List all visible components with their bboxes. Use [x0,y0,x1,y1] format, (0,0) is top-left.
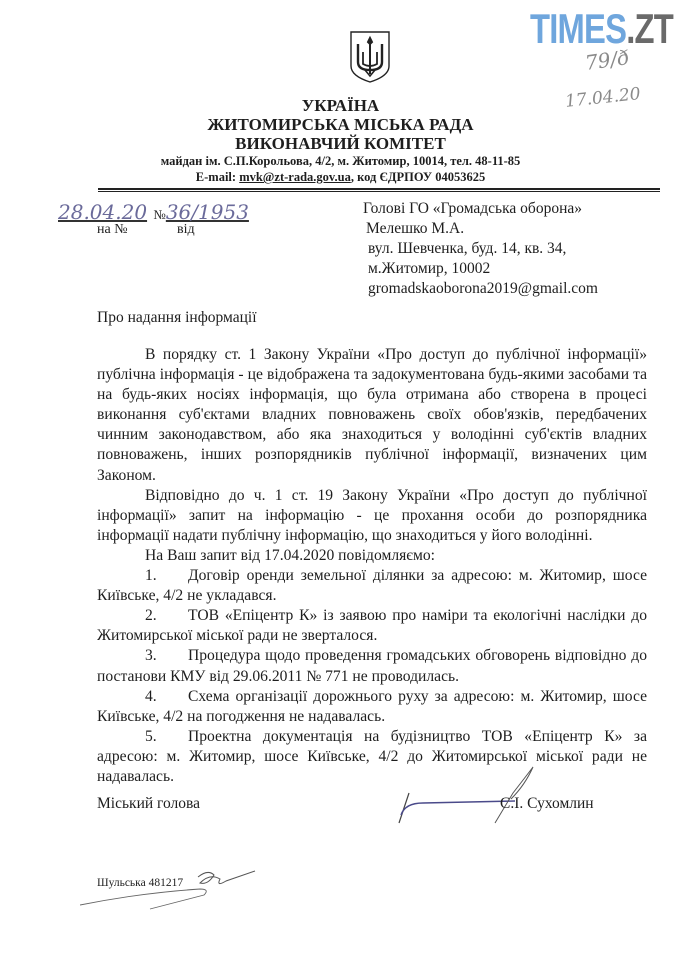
from-label: від [177,222,195,237]
letter-subject: Про надання інформації [97,309,257,326]
watermark-part2: .ZT [626,5,673,52]
list-item-number: 4. [145,687,157,705]
letter-body [97,345,647,787]
header-committee: ВИКОНАВЧИЙ КОМІТЕТ [235,134,446,153]
signatory-name: С.І. Сухомлин [500,795,594,812]
body-paragraph: В порядку ст. 1 Закону України «Про доступ до публічної інформації» публічна інформація - це відображена та задокументована будь-якими засобами та на будь-яких носіях інформація, що була отримана або створена в процесі виконання суб'єктами владних повноважень своїх обов'язків, передбачених чинним законодавством, або яка знаходиться у володінні суб'єктів владних повноважень, інших розпорядників публічної інформації, визначених цим Законом. [97,346,647,484]
list-item-number: 3. [145,647,157,665]
list-item [97,727,647,787]
list-item-text: ТОВ «Епіцентр К» із заявою про наміри та екологічні наслідки до Житомирської міської ради не зверталося. [97,607,647,645]
email-label: E-mail: [195,170,240,184]
edrpou-code: , код ЄДРПОУ 04053625 [350,170,486,184]
header-address: майдан ім. С.П.Корольова, 4/2, м. Житомир, 10014, тел. 48-11-85 [160,154,521,168]
header-council: ЖИТОМИРСЬКА МІСЬКА РАДА [207,115,474,134]
list-item-text: Процедура щодо проведення громадських обговорень відповідно до постанови КМУ від 29.06.2011 № 771 не проводилась. [97,647,647,685]
on-number-label: на № [97,222,128,237]
executor-initials-icon [80,865,260,915]
list-item-text: Договір оренди земельної ділянки за адресою: м. Житомир, шосе Київське, 4/2 не укладався. [97,567,647,605]
handwritten-reg-date: 17.04.20 [564,84,642,112]
list-item-text: Схема організації дорожнього руху за адресою: м. Житомир, шосе Київське, 4/2 на погодження не надавалась. [97,687,647,725]
number-sign: № [153,207,166,222]
email-link[interactable]: mvk@zt-rada.gov.ua [239,170,351,184]
header-divider-thin [98,191,660,192]
header-divider [98,188,660,190]
list-item [97,687,647,727]
signatory-title: Міський голова [97,795,201,812]
addressee-line: вул. Шевченка, буд. 14, кв. 34, [368,240,567,257]
coat-of-arms-icon [348,30,392,84]
list-item [97,606,647,646]
list-item-number: 2. [145,607,157,625]
list-item-number: 5. [145,727,157,745]
addressee-line: м.Житомир, 10002 [368,260,491,277]
outgoing-reference [58,200,249,224]
body-intro: На Ваш запит від 17.04.2020 повідомляємо: [145,546,435,564]
header-country: УКРАЇНА [301,96,380,115]
body-paragraph: Відповідно до ч. 1 ст. 19 Закону України «Про доступ до публічної інформації» запит на інформацію - це прохання особи до розпорядника інформації надати публічну інформацію, що знаходиться у його володінні. [97,486,647,544]
header-contacts [0,170,681,185]
executor-info: Шульська 481217 [97,877,184,889]
watermark-part1: TIMES [530,5,627,52]
addressee-line: Голові ГО «Громадська оборона» [363,200,582,217]
list-item [97,566,647,606]
addressee-email: gromadskaoborona2019@gmail.com [368,280,598,297]
list-item-number: 1. [145,567,157,585]
outgoing-number: 36/1953 [165,200,249,224]
addressee-line: Мелешко М.А. [366,220,465,237]
outgoing-date: 28.04.20 [58,200,148,224]
list-item [97,646,647,686]
handwritten-reg-number: 79/ð [583,45,631,75]
times-zt-watermark [530,5,673,52]
list-item-text: Проектна документація на будізництво ТОВ «Епіцентр К» за адресою: м. Житомир, шосе Київське, 4/2 до Житомирської міської ради не надавалась. [97,727,647,785]
